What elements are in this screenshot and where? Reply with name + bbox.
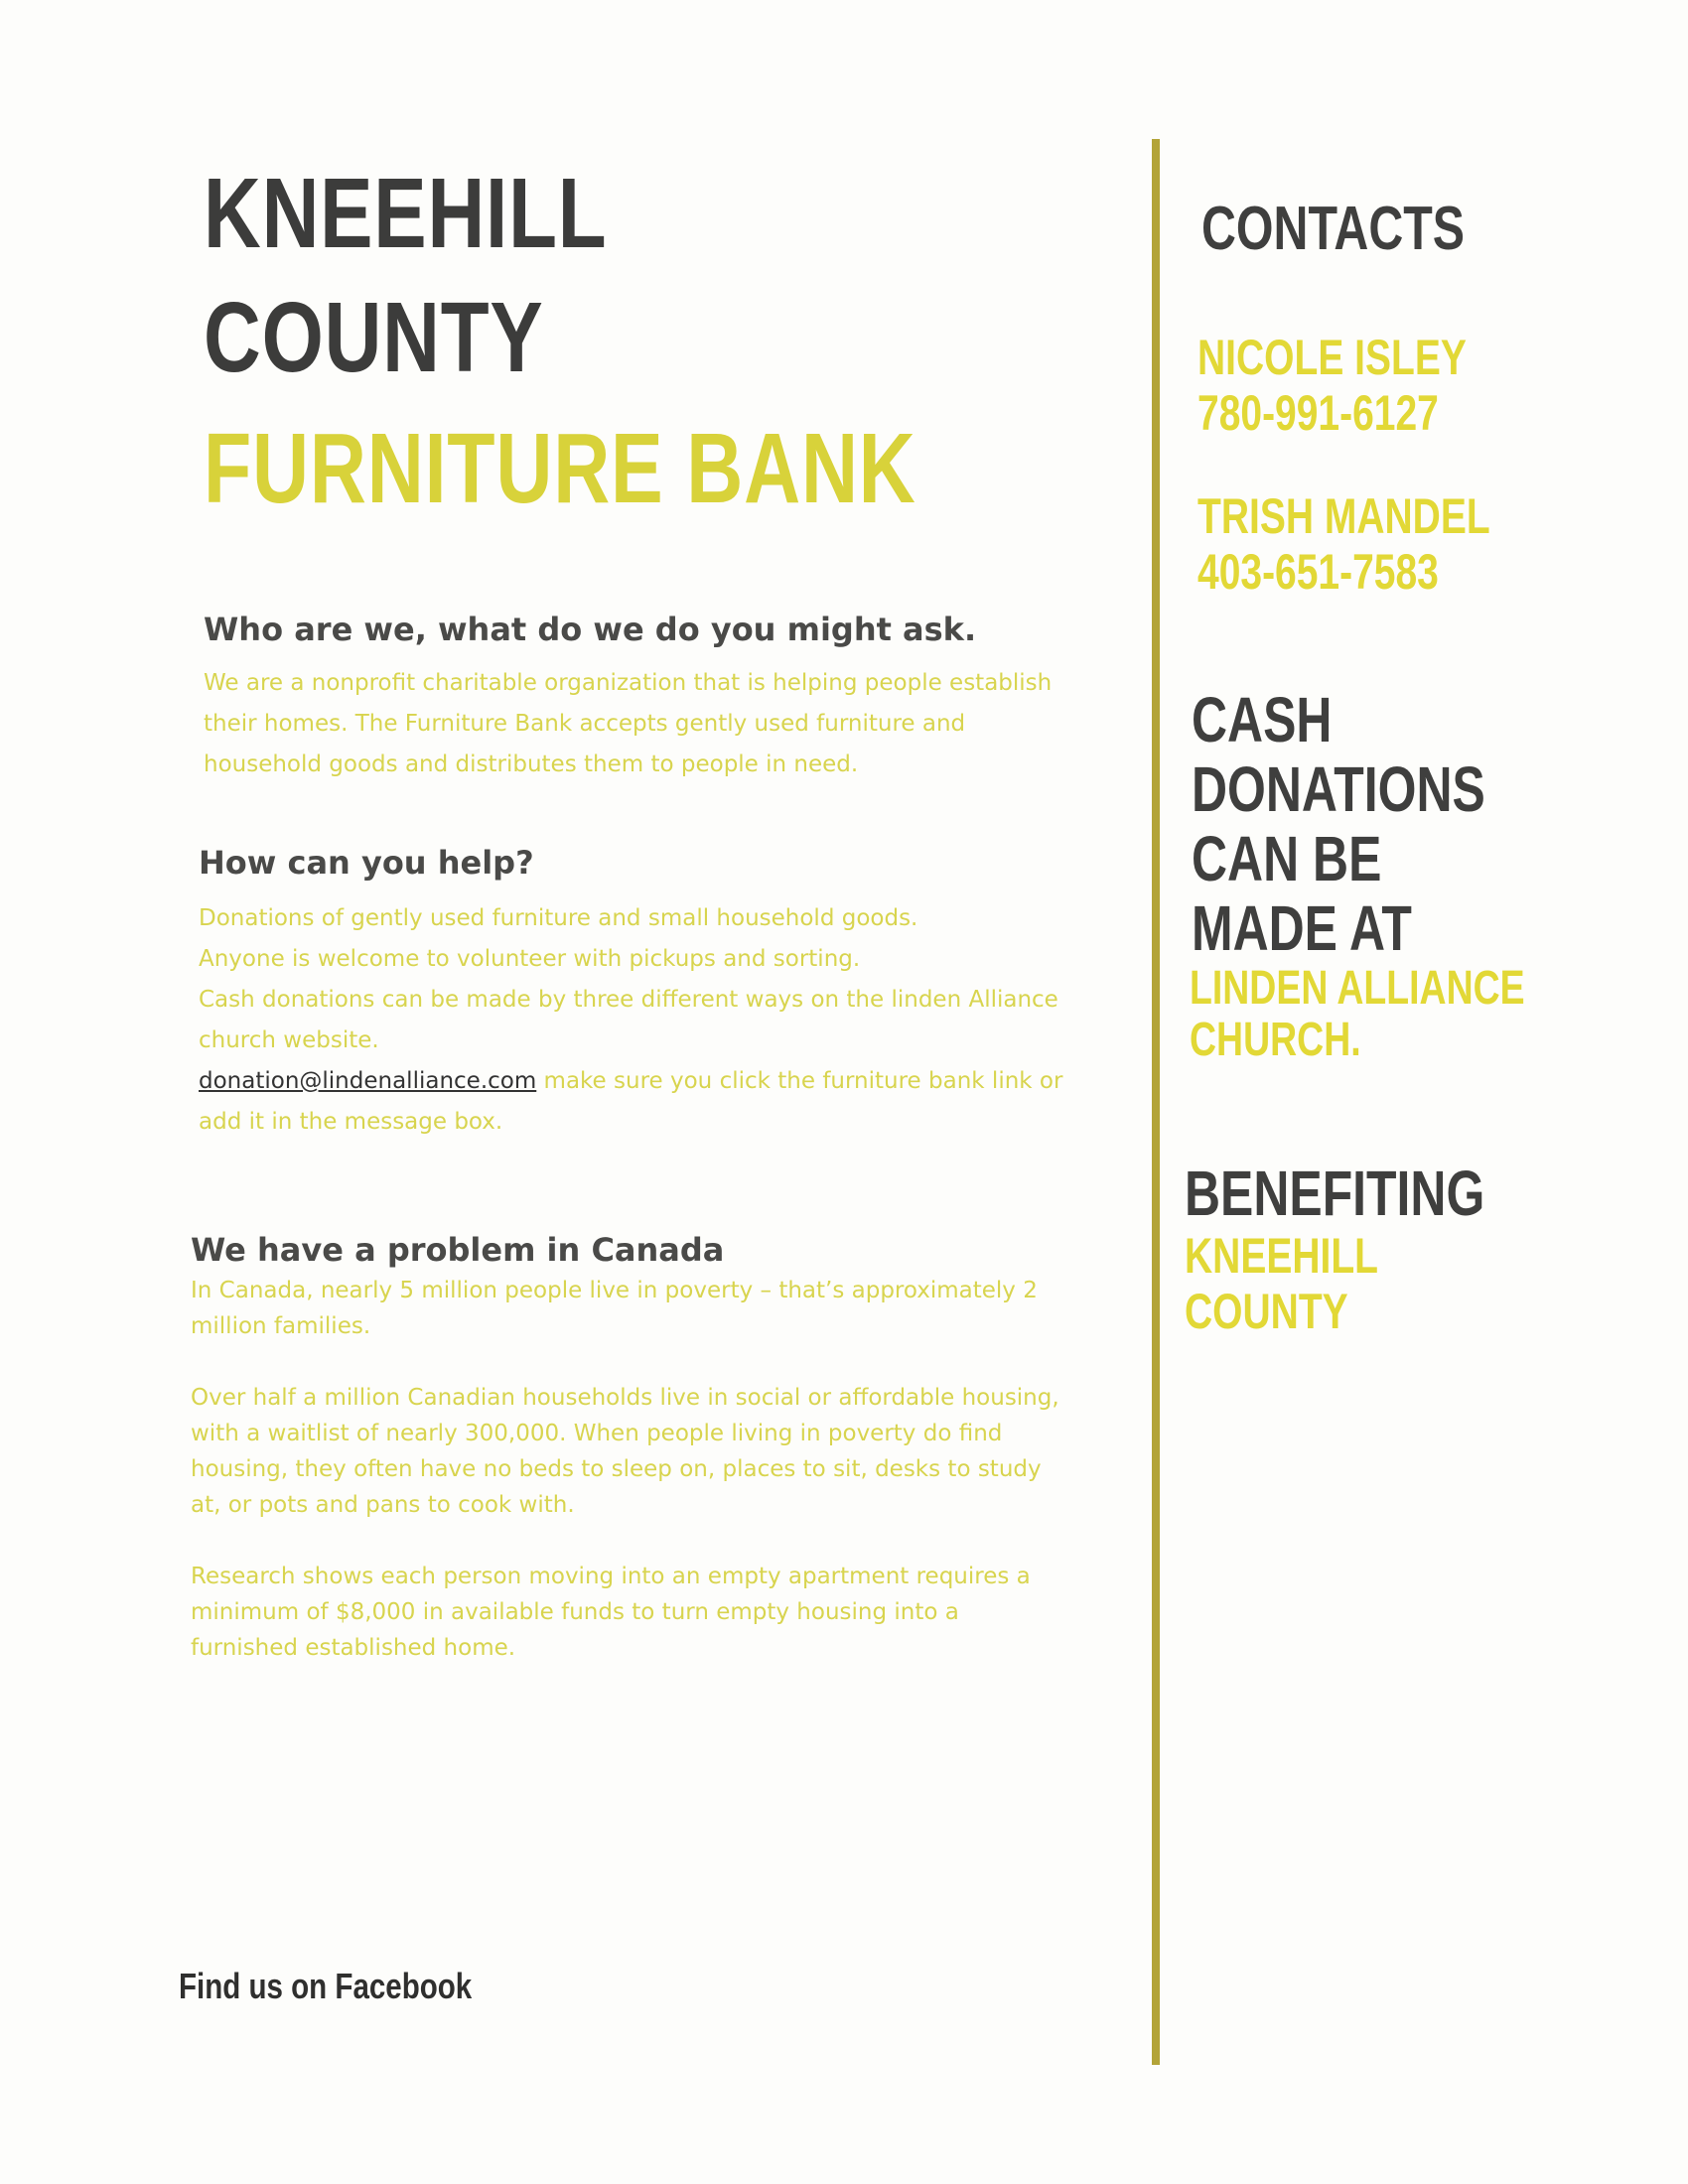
contact-2-name: TRISH MANDEL — [1197, 488, 1490, 544]
who-text: We are a nonprofit charitable organization that is helping people establish their homes. The Furniture Bank accepts gently used furniture and household goods and distributes them to people in need. — [204, 670, 1053, 777]
cash-line-3: CAN BE — [1192, 823, 1382, 894]
help-line-2: Anyone is welcome to volunteer with pickups and sorting. — [199, 946, 861, 972]
church-line-2: CHURCH. — [1190, 1014, 1361, 1066]
who-body — [204, 663, 1067, 785]
cash-donations-heading — [1192, 685, 1485, 963]
problem-para-3: Research shows each person moving into an empty apartment requires a minimum of $8,000 in available funds to turn empty housing into a furnished established home. — [191, 1564, 1031, 1661]
cash-line-1: CASH — [1192, 684, 1333, 755]
vertical-divider — [1152, 139, 1160, 2065]
contact-2-phone[interactable]: 403-651-7583 — [1197, 544, 1439, 600]
benefit-line-2: COUNTY — [1185, 1284, 1348, 1339]
help-body — [199, 898, 1072, 1143]
problem-para-2: Over half a million Canadian households live in social or affordable housing, with a waitlist of nearly 300,000. When people living in poverty do find housing, they often have no beds to sleep on, places to sit, desks to study at, or pots and pans to cook with. — [191, 1385, 1059, 1518]
title-kneehill: KNEEHILL — [204, 158, 608, 269]
help-line-3: Cash donations can be made by three different ways on the linden Alliance church website. — [199, 987, 1058, 1053]
church-line-1: LINDEN ALLIANCE — [1190, 962, 1525, 1015]
cash-line-2: DONATIONS — [1192, 753, 1485, 825]
contact-1 — [1197, 330, 1467, 441]
email-link[interactable]: donation@lindenalliance.com — [199, 1068, 537, 1094]
title-county: COUNTY — [204, 282, 544, 393]
church-name — [1190, 963, 1525, 1066]
help-heading: How can you help? — [199, 844, 534, 882]
help-line-1: Donations of gently used furniture and small household goods. — [199, 905, 918, 931]
problem-heading: We have a problem in Canada — [191, 1231, 725, 1269]
who-heading: Who are we, what do we do you might ask. — [204, 611, 977, 648]
email-suffix: make sure you click the furniture bank link or add it in the message box. — [199, 1068, 1063, 1135]
cash-line-4: MADE AT — [1192, 892, 1412, 964]
contact-1-phone[interactable]: 780-991-6127 — [1197, 385, 1439, 441]
benefiting-heading: BENEFITING — [1185, 1158, 1485, 1229]
problem-para-1: In Canada, nearly 5 million people live in poverty – that’s approximately 2 million families. — [191, 1278, 1038, 1339]
benefiting-name — [1185, 1228, 1378, 1339]
facebook-link[interactable]: Find us on Facebook — [179, 1966, 473, 2006]
contacts-heading: CONTACTS — [1201, 195, 1466, 263]
problem-body — [191, 1273, 1064, 1666]
help-email-line — [199, 1061, 1072, 1143]
contact-1-name: NICOLE ISLEY — [1197, 330, 1467, 385]
title-furniture-bank: FURNITURE BANK — [204, 413, 916, 524]
benefit-line-1: KNEEHILL — [1185, 1228, 1378, 1284]
contact-2 — [1197, 488, 1490, 600]
